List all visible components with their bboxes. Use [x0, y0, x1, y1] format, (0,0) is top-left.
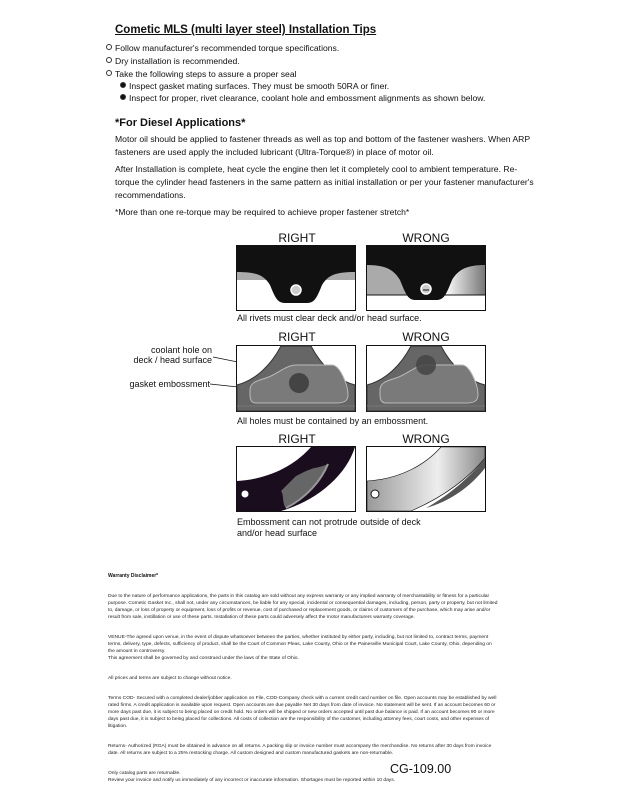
tip-item	[106, 42, 339, 55]
coolant-right-diagram	[236, 345, 356, 412]
caption-line: and/or head surface	[237, 528, 318, 538]
caption-embossment	[237, 517, 421, 539]
sub-tip-item	[120, 80, 389, 93]
caption-rivets: All rivets must clear deck and/or head surface.	[237, 313, 422, 323]
tip-text: Dry installation is recommended.	[115, 56, 240, 66]
caption-holes: All holes must be contained by an embossment.	[237, 416, 429, 426]
callout-coolant-hole	[100, 345, 212, 365]
bullet-icon	[120, 94, 126, 100]
wrong-label: WRONG	[402, 432, 450, 446]
diesel-note: *More than one re-torque may be required to achieve proper fastener stretch*	[115, 207, 410, 217]
coolant-wrong-diagram	[366, 345, 486, 412]
terms-paragraph: Terms COD- Secured with a completed dealer/jobber application on File, COD-Company check with a current credit card number on file. Open accounts may be established by well rated firms. A credit application is available upon request. Open accounts are due payable Net 30 days from date of invoice. No statement will be sent. If an account becomes 60 or more days past due, it is subject to being placed on credit hold. No orders will be shipped or new orders accepted until past due balance is paid. If an account becomes 90 or more days past due, it is subject to being placed for collections. All costs of collection are the responsibility of the customer, including attorney fees, court costs, and other expenses of litigation.	[108, 696, 497, 729]
bullet-icon	[120, 82, 126, 88]
prices-paragraph: All prices and terms are subject to change without notice.	[108, 675, 232, 681]
page-code: CG-109.00	[390, 762, 452, 776]
tip-text: Take the following steps to assure a proper seal	[115, 69, 297, 79]
right-label: RIGHT	[278, 330, 316, 344]
diesel-paragraph: After Installation is complete, heat cycle the engine then let it completely cool to ambient temperature. Re-torque the cylinder head fasteners in the same pattern as initial installation or per your fastener manufacturer's recommendations.	[115, 164, 534, 200]
page-title: Cometic MLS (multi layer steel) Installation Tips	[115, 24, 377, 36]
rivet-right-diagram	[236, 245, 356, 311]
rivet-wrong-diagram	[366, 245, 486, 311]
callout-gasket-embossment: gasket embossment	[129, 379, 210, 389]
diesel-heading: *For Diesel Applications*	[115, 117, 246, 129]
venue-paragraph: VENUE-The agreed upon venue, in the event of dispute whatsoever between the parties, whether instituted by either party, including, but not limited to, contract terms, payment terms, delivery, type, defects, sufficiency of product, shall be the Court of Common Pleas, Lake County, Ohio or the Painesville Municipal Court, Lake County, Ohio, depending on the amount in controversy. This agreement shall be governed by and construed under the laws of the State of Ohio.	[108, 634, 492, 661]
tip-item	[106, 55, 240, 68]
caption-line: Embossment can not protrude outside of deck	[237, 517, 421, 527]
returns-paragraph: Returns- Authorized (RGA) must be obtained in advance on all returns. A packing slip or invoice number must accompany the merchandise. No returns after 30 days from invoice date. All returns are subject to a 25% restocking charge. All custom designed and custom manufactured gaskets are non-returnable.	[108, 744, 492, 757]
callout-text: deck / head surface	[133, 355, 212, 365]
circle-bullet-icon	[106, 57, 112, 63]
diesel-paragraph: Motor oil should be applied to fastener threads as well as top and bottom of the fastener washers. When ARP fasteners are used apply the included lubricant (Ultra-Torque®) in place of motor oil.	[115, 134, 530, 157]
wrong-label: WRONG	[402, 231, 450, 245]
sub-tip-item	[120, 92, 485, 105]
tip-item	[106, 68, 297, 81]
sub-tip-text: Inspect gasket mating surfaces. They must be smooth 50RA or finer.	[129, 81, 390, 91]
embossment-right-diagram	[236, 446, 356, 512]
right-label: RIGHT	[278, 231, 316, 245]
warranty-paragraph: Due to the nature of performance applications, the parts in this catalog are sold without any express warranty or any implied warranty of merchantability or fitness for a particular purpose. Cometic Gasket Inc., shall not, under any circumstances, be liable for any special, incidental or consequential damages, including, person, party or property, but not limited to, damage, or loss of property or equipment, loss of profits or revenue, cost of purchased or replacement goods, or claims of customers of the purchase, which may arise and/or result from sale, instillation or use of these parts. Installation of these parts could adversely affect the motor manufacturers warranty coverage.	[108, 593, 498, 620]
warranty-heading: Warranty Disclaimer*	[108, 573, 159, 579]
review-paragraph: Only catalog parts are returnable. Review your invoice and notify us immediately of any incorrect or inaccurate information. Shortages must be reported within 10 days.	[108, 771, 396, 784]
tip-text: Follow manufacturer's recommended torque specifications.	[115, 43, 340, 53]
sub-tip-text: Inspect for proper, rivet clearance, coolant hole and embossment alignments as shown below.	[129, 93, 486, 103]
wrong-label: WRONG	[402, 330, 450, 344]
circle-bullet-icon	[106, 44, 112, 50]
embossment-wrong-diagram	[366, 446, 486, 512]
right-label: RIGHT	[278, 432, 316, 446]
callout-text: coolant hole on	[150, 345, 212, 355]
circle-bullet-icon	[106, 70, 112, 76]
